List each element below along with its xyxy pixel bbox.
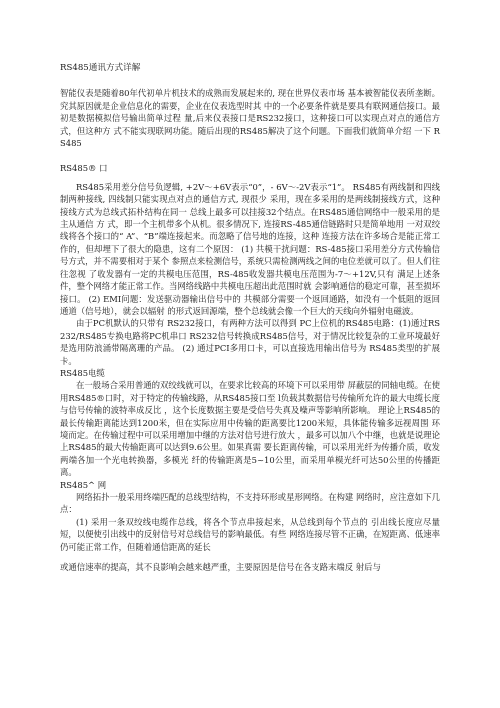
section-heading-network: RS485^ 网 xyxy=(60,479,107,490)
section-heading-interface: RS485® 口 xyxy=(60,163,108,174)
network-continued-paragraph: 或通信速率的提高，其不良影响会越来越严重，主要原因是信号在各支路末端反 射后与 xyxy=(60,562,381,573)
pc-connection-paragraph: 由于PC机默认的只带有 RS232接口，有两种方法可以得到 PC上位机的RS485电路：(1)通过RS232/RS485专换电路将PC机串口 RS232信号转换成RS485信号，对于情况比较复杂的工业环境最好是选用防浪涌带隔离珊的产品。 (2) 通过PCI多用口卡，可以直接选用输出信号为 RS485类型的扩展卡。 xyxy=(60,318,440,366)
section-heading-cable: RS485电缆 xyxy=(60,367,105,378)
interface-paragraph: RS485采用差分信号负逻辑, +2V～+6V表示“0”，- 6V～-2V表示“1”。 RS485有两线制和四线制两种接线, 四线制只能实现点对点的通信方式, 现很少 采用，现在多采用的是两线制接线方式，这种接线方式为总线式拓朴结构在同一 总线上最多可以挂接32个结点。在RS485通信网络中一般采用的是主从通信 方 式，即一个主机带多个从机。很多情况下, 连接RS-485通信链路时只是简单地用 一对双绞线将各个接口的“ A”、“B”端连接起来。而忽略了信号地的连接，这种 连接方法在许多场合是能正常工作的，但却埋下了很大的隐患，这有二个原因： (1) 共模干扰问题：RS-485接口采用差分方式传输信号方式，并不需要相对于某个 参照点来检测信号，系统只需检测两线之间的电位差就可以了。但人们往往忽视 了收发器有一定的共模电压范围，RS-485收发器共模电压范围为-7～+12V,只有 满足上述条件，整个网络才能正常工作。当网络线路中共模电压超出此范围时就 会影响通信的稳定可靠，甚至损坏接口。 (2) EMI问题：发送驱动器输出信号中的 共模部分需要一个返回通路，如没有一个低阻的返回通道（信号地），就会以辐射 的形式返回源端，整个总线就会像一个巨大的天线向外辐射电磁波。 xyxy=(60,181,440,316)
spacer xyxy=(60,149,440,162)
network-rule-paragraph: (1) 采用一条双绞线电缆作总线，将各个节点串接起来，从总线到每个节点的 引出线长度应尽量短，以便使引出线中的反射信号对总线信号的影响最低。有些 网络连接尽管不正确，在短距离、低速率仍可能正常工作，但随着通信距离的延长 xyxy=(60,516,440,552)
intro-paragraph: 智能仪表是随着80年代初单片机技术的成熟而发展起来的, 现在世界仪表市场 基本被智能仪表所垄断。究其原因就是企业信息化的需要，企业在仪表选型时其 中的一个必要条件就是要具有联网通信接口。最初是数据模拟信号输出简单过程 量,后来仪表接口是RS232接口，这种接口可以实现点对点的通信方式，但这种方 式不能实现联网功能。随后出现的RS485解决了这个问题。下面我们就简单介绍 一下 RS485 xyxy=(60,88,440,149)
network-paragraph: 网络拓扑一般采用终端匹配的总线型结构，不支持环形或星形网络。在构建 网络时，应注意如下几点： xyxy=(60,492,440,515)
cable-paragraph: 在一般场合采用普通的双绞线就可以，在要求比较高的环境下可以采用带 屏蔽层的同轴电缆。在使用RS485®口时，对于特定的传输线路，从RS485接口至 l负载其数据信号传输所允许的最大电缆长度与信号传输的波特率成反比 ，这个长度数据主要是受信号失真及噪声等影响所影响。 理论上RS485的最长传输距离能达到1200米，但在实际应用中传输的距离要比1200米短，具体能传输多远视周围 环境而定。在传输过程中可以采用增加中继的方法对信号进行放大 ，最多可以加八个中继，也就是说理论上RS485的最大传输距离可以达到9.6公里。如果真需 要长距离传输，可以采用光纤为传播介质，收发两端各加一个光电转换器，多模光 纤的传输距离是5~10公里，而采用单模光纤可达50公里的传播距离。 xyxy=(60,380,440,478)
document-title: RS485通讯方式详解 xyxy=(60,63,141,73)
document-page xyxy=(60,62,440,573)
